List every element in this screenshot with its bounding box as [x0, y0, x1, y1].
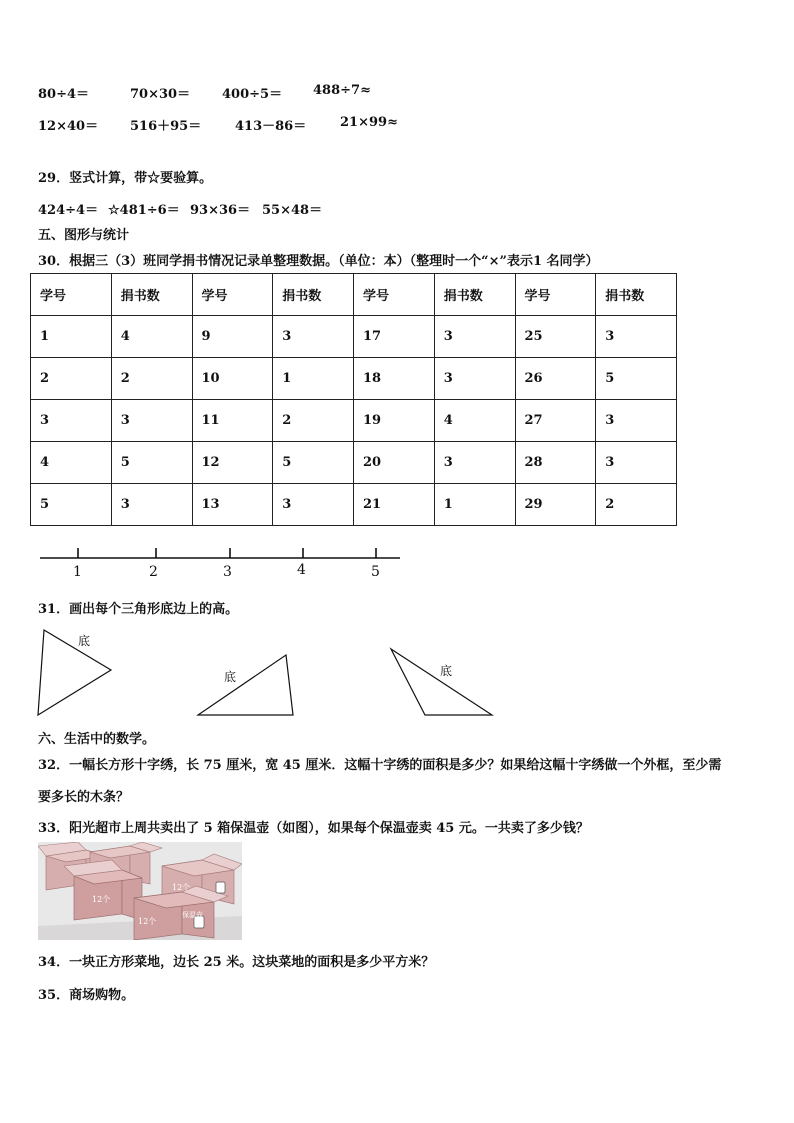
q30-title: 30．根据三（3）班同学捐书情况记录单整理数据。（单位：本）（整理时一个“×”表示1 名同学） — [38, 254, 599, 269]
box-label: 12个 — [138, 917, 157, 926]
table-cell: 4 — [434, 400, 515, 442]
table-cell: 1 — [434, 484, 515, 526]
section-heading: 六、生活中的数学。 — [38, 732, 156, 747]
vertical-calc-item: 424÷4＝ — [38, 203, 99, 218]
vertical-calc-item: ☆481÷6＝ — [108, 203, 180, 218]
oral-calc-item: 400÷5＝ — [222, 87, 283, 102]
oral-calc-item: 488÷7≈ — [313, 83, 371, 98]
table-cell: 5 — [111, 442, 192, 484]
number-line-label: 5 — [371, 564, 380, 580]
q31-title: 31．画出每个三角形底边上的高。 — [38, 602, 239, 617]
table-cell: 1 — [273, 358, 354, 400]
oral-calc-item: 12×40＝ — [38, 119, 99, 134]
table-cell: 4 — [111, 316, 192, 358]
table-cell: 10 — [192, 358, 273, 400]
table-cell: 3 — [596, 316, 677, 358]
table-cell: 29 — [515, 484, 596, 526]
table-header: 学号 — [515, 274, 596, 316]
boxes-image — [38, 842, 242, 940]
table-cell: 12 — [192, 442, 273, 484]
table-header: 学号 — [31, 274, 112, 316]
oral-calc-item: 80÷4＝ — [38, 87, 90, 102]
table-cell: 1 — [31, 316, 112, 358]
table-row — [31, 400, 677, 442]
q34-text: 34．一块正方形菜地，边长 25 米。这块菜地的面积是多少平方米？ — [38, 955, 435, 970]
table-cell: 5 — [31, 484, 112, 526]
table-cell: 3 — [111, 484, 192, 526]
table-cell: 3 — [434, 316, 515, 358]
table-cell: 9 — [192, 316, 273, 358]
table-header: 捐书数 — [111, 274, 192, 316]
box-label: 12个 — [92, 895, 111, 904]
base-label: 底 — [78, 634, 91, 648]
table-header: 捐书数 — [273, 274, 354, 316]
q32-line-1: 32．一幅长方形十字绣，长 75 厘米，宽 45 厘米．这幅十字绣的面积是多少？如果给这幅十字绣做一个外框，至少需 — [38, 758, 722, 773]
vertical-calc-item: 55×48＝ — [262, 203, 323, 218]
number-line — [38, 545, 408, 585]
table-cell: 3 — [434, 358, 515, 400]
table-cell: 19 — [354, 400, 435, 442]
table-cell: 20 — [354, 442, 435, 484]
q33-title: 33．阳光超市上周共卖出了 5 箱保温壶（如图），如果每个保温壶卖 45 元。一共卖了多少钱？ — [38, 821, 589, 836]
table-cell: 17 — [354, 316, 435, 358]
table-cell: 5 — [273, 442, 354, 484]
table-header: 学号 — [354, 274, 435, 316]
table-cell: 18 — [354, 358, 435, 400]
table-cell: 2 — [273, 400, 354, 442]
oral-calc-item: 70×30＝ — [130, 87, 191, 102]
table-header: 捐书数 — [434, 274, 515, 316]
table-header-row — [31, 274, 677, 316]
base-label: 底 — [440, 664, 453, 678]
number-line-label: 3 — [223, 564, 232, 580]
table-cell: 3 — [596, 442, 677, 484]
oral-calc-item: 413－86＝ — [235, 119, 307, 134]
q35-text: 35．商场购物。 — [38, 988, 135, 1003]
table-cell: 2 — [596, 484, 677, 526]
q32-line-2: 要多长的木条？ — [38, 790, 130, 805]
donation-table — [30, 273, 677, 526]
box-brand: 保温壶 — [182, 911, 203, 919]
table-cell: 3 — [31, 400, 112, 442]
base-label: 底 — [224, 670, 237, 684]
vertical-calc-item: 93×36＝ — [190, 203, 251, 218]
table-row — [31, 358, 677, 400]
table-cell: 3 — [434, 442, 515, 484]
number-line-label: 2 — [149, 564, 158, 580]
table-row — [31, 442, 677, 484]
table-cell: 4 — [31, 442, 112, 484]
triangle-1 — [36, 626, 116, 718]
triangle-3 — [388, 646, 496, 718]
oral-calc-item: 516＋95＝ — [130, 119, 202, 134]
table-cell: 3 — [273, 316, 354, 358]
oral-calc-item: 21×99≈ — [340, 115, 398, 130]
box-label: 12个 — [172, 883, 191, 892]
table-cell: 13 — [192, 484, 273, 526]
table-header: 学号 — [192, 274, 273, 316]
table-cell: 5 — [596, 358, 677, 400]
table-cell: 27 — [515, 400, 596, 442]
q29-title: 29．竖式计算，带☆要验算。 — [38, 171, 213, 186]
table-header: 捐书数 — [596, 274, 677, 316]
triangle-2 — [196, 652, 296, 718]
table-cell: 2 — [31, 358, 112, 400]
table-cell: 3 — [111, 400, 192, 442]
table-row — [31, 484, 677, 526]
table-cell: 21 — [354, 484, 435, 526]
table-cell: 26 — [515, 358, 596, 400]
number-line-label: 4 — [297, 562, 306, 578]
table-cell: 3 — [596, 400, 677, 442]
table-cell: 25 — [515, 316, 596, 358]
table-cell: 11 — [192, 400, 273, 442]
number-line-label: 1 — [73, 564, 82, 580]
table-cell: 28 — [515, 442, 596, 484]
table-cell: 3 — [273, 484, 354, 526]
table-row — [31, 316, 677, 358]
table-cell: 2 — [111, 358, 192, 400]
section-heading: 五、图形与统计 — [38, 228, 130, 243]
